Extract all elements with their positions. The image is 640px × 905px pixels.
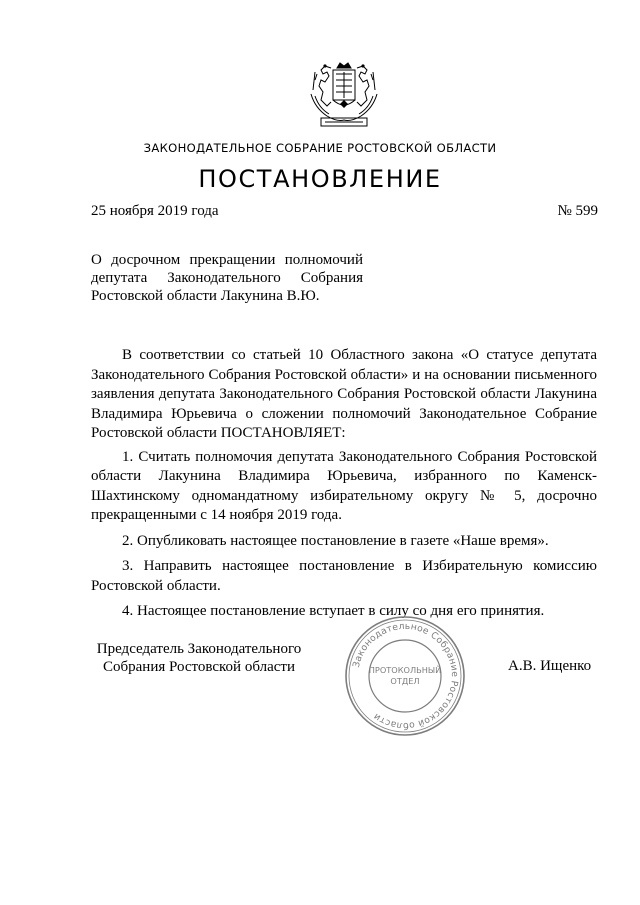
- signatory-title: [91, 640, 307, 676]
- official-stamp: [343, 614, 467, 738]
- document-type-title: ПОСТАНОВЛЕНИЕ: [198, 165, 442, 193]
- document-number: № 599: [557, 203, 598, 219]
- subject-line: депутата Законодательного Собрания: [91, 270, 363, 286]
- intro-paragraph: В соответствии со статьей 10 Областного закона «О статусе депутата Законодательного Собрания Ростовской области» и на основании письменного заявления депутата Законодательного Собрания Ростовской области Лакунина Владимира Юрьевича о сложении полномочий Законодательное Собрание Ростовской области ПОСТАНОВЛЯЕТ:: [91, 347, 597, 441]
- resolution-item-1: 1. Считать полномочия депутата Законодательного Собрания Ростовской области Лакунина Владимира Юрьевича, избранного по Каменск-Шахтинскому одномандатному избирательному округу № 5, досрочно прекращенными с 14 ноября 2019 года.: [91, 448, 597, 523]
- resolution-item-4: 4. Настоящее постановление вступает в силу со дня его принятия.: [122, 603, 545, 619]
- stamp-center-line: ПРОТОКОЛЬНЫЙ: [368, 665, 442, 675]
- coat-of-arms-icon: [307, 60, 381, 130]
- organization-title: ЗАКОНОДАТЕЛЬНОЕ СОБРАНИЕ РОСТОВСКОЙ ОБЛАСТИ: [143, 141, 497, 155]
- stamp-ring-text: Законодательное Собрание Ростовской области: [350, 620, 461, 732]
- resolution-item-2: 2. Опубликовать настоящее постановление в газете «Наше время».: [122, 532, 549, 549]
- signatory-title-line: Председатель Законодательного: [96, 641, 302, 657]
- subject-line: О досрочном прекращении полномочий: [91, 252, 363, 268]
- resolution-item-3: 3. Направить настоящее постановление в Избирательную комиссию Ростовской области.: [91, 558, 597, 594]
- document-subject: [91, 251, 363, 305]
- stamp-center-line: ОТДЕЛ: [390, 676, 420, 686]
- subject-line: Ростовской области Лакунина В.Ю.: [91, 288, 320, 304]
- document-body: [91, 346, 597, 628]
- signatory-title-line: Собрания Ростовской области: [103, 659, 295, 675]
- document-date: 25 ноября 2019 года: [91, 203, 219, 219]
- signatory-name: А.В. Ищенко: [508, 658, 592, 674]
